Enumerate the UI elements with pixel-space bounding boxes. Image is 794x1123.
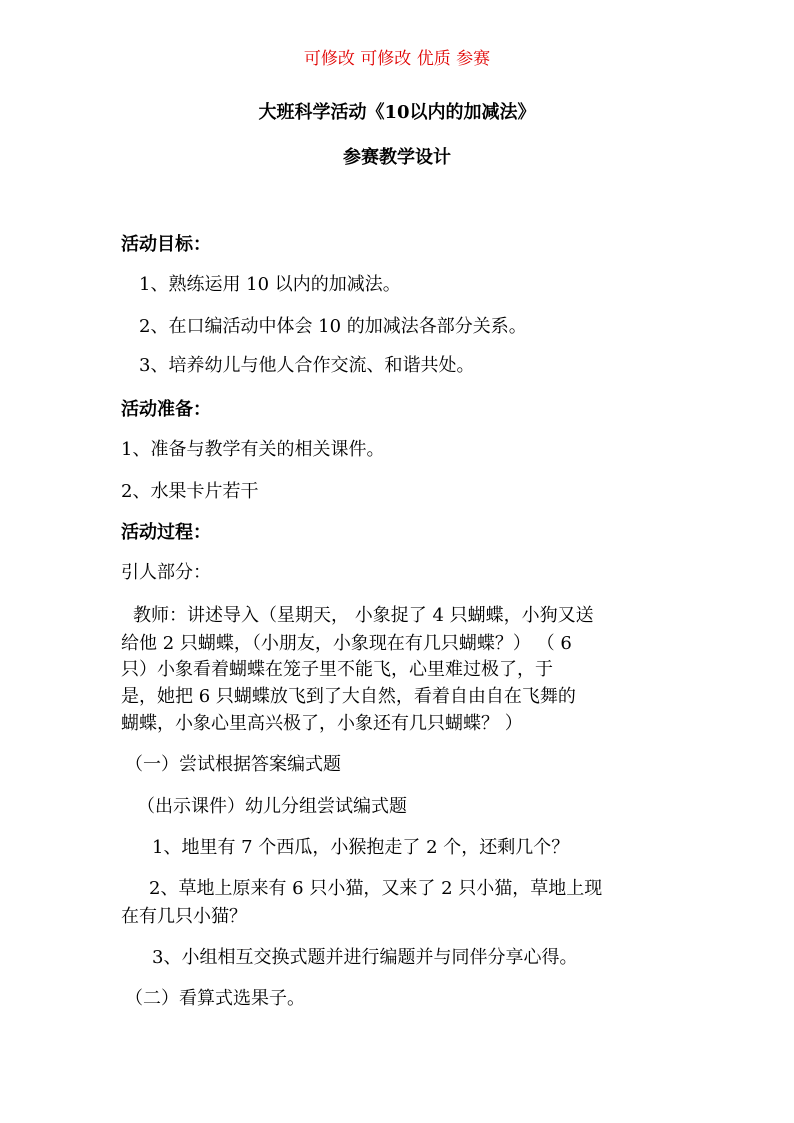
part1-item-2-line-1: 2、草地上原来有 6 只小猫，又来了 2 只小猫，草地上现 [149, 878, 603, 899]
teacher-line-3: 只）小象看着蝴蝶在笼子里不能飞，心里难过极了，于 [121, 659, 553, 680]
part1-item-2-line-2: 在有几只小猫？ [121, 906, 247, 927]
watermark-text: 可修改 可修改 优质 参赛 [303, 49, 491, 69]
part1-subheading: （出示课件）幼儿分组尝试编式题 [137, 796, 407, 817]
teacher-line-4: 是，她把 6 只蝴蝶放飞到了大自然，看着自由自在飞舞的 [121, 686, 576, 707]
teacher-line-2: 给他 2 只蝴蝶，（小朋友，小象现在有几只蝴蝶？） （ 6 [121, 633, 572, 654]
prep-item-2: 2、水果卡片若干 [121, 481, 259, 502]
teacher-line-1: 教师：讲述导入（星期天， 小象捉了 4 只蝴蝶，小狗又送 [133, 605, 594, 626]
part1-item-3: 3、小组相互交换式题并进行编题并与同伴分享心得。 [152, 947, 578, 968]
part1-heading: （一）尝试根据答案编式题 [125, 754, 341, 775]
document-title: 大班科学活动《10以内的加减法》 [258, 102, 536, 123]
prep-item-1: 1、准备与教学有关的相关课件。 [121, 439, 385, 460]
intro-label: 引人部分： [121, 562, 211, 583]
prep-heading: 活动准备： [121, 399, 211, 420]
part1-item-1: 1、地里有 7 个西瓜，小猴抱走了 2 个，还剩几个？ [152, 837, 570, 858]
part2-heading: （二）看算式选果子。 [125, 988, 305, 1009]
goal-item-2: 2、在口编活动中体会 10 的加减法各部分关系。 [139, 316, 527, 337]
document-subtitle: 参赛教学设计 [343, 147, 451, 168]
goal-item-1: 1、熟练运用 10 以内的加减法。 [139, 274, 401, 295]
goal-item-3: 3、培养幼儿与他人合作交流、和谐共处。 [139, 355, 475, 376]
goals-heading: 活动目标： [121, 234, 211, 255]
teacher-line-5: 蝴蝶，小象心里高兴极了，小象还有几只蝴蝶？ ） [121, 713, 523, 734]
process-heading: 活动过程： [121, 522, 211, 543]
